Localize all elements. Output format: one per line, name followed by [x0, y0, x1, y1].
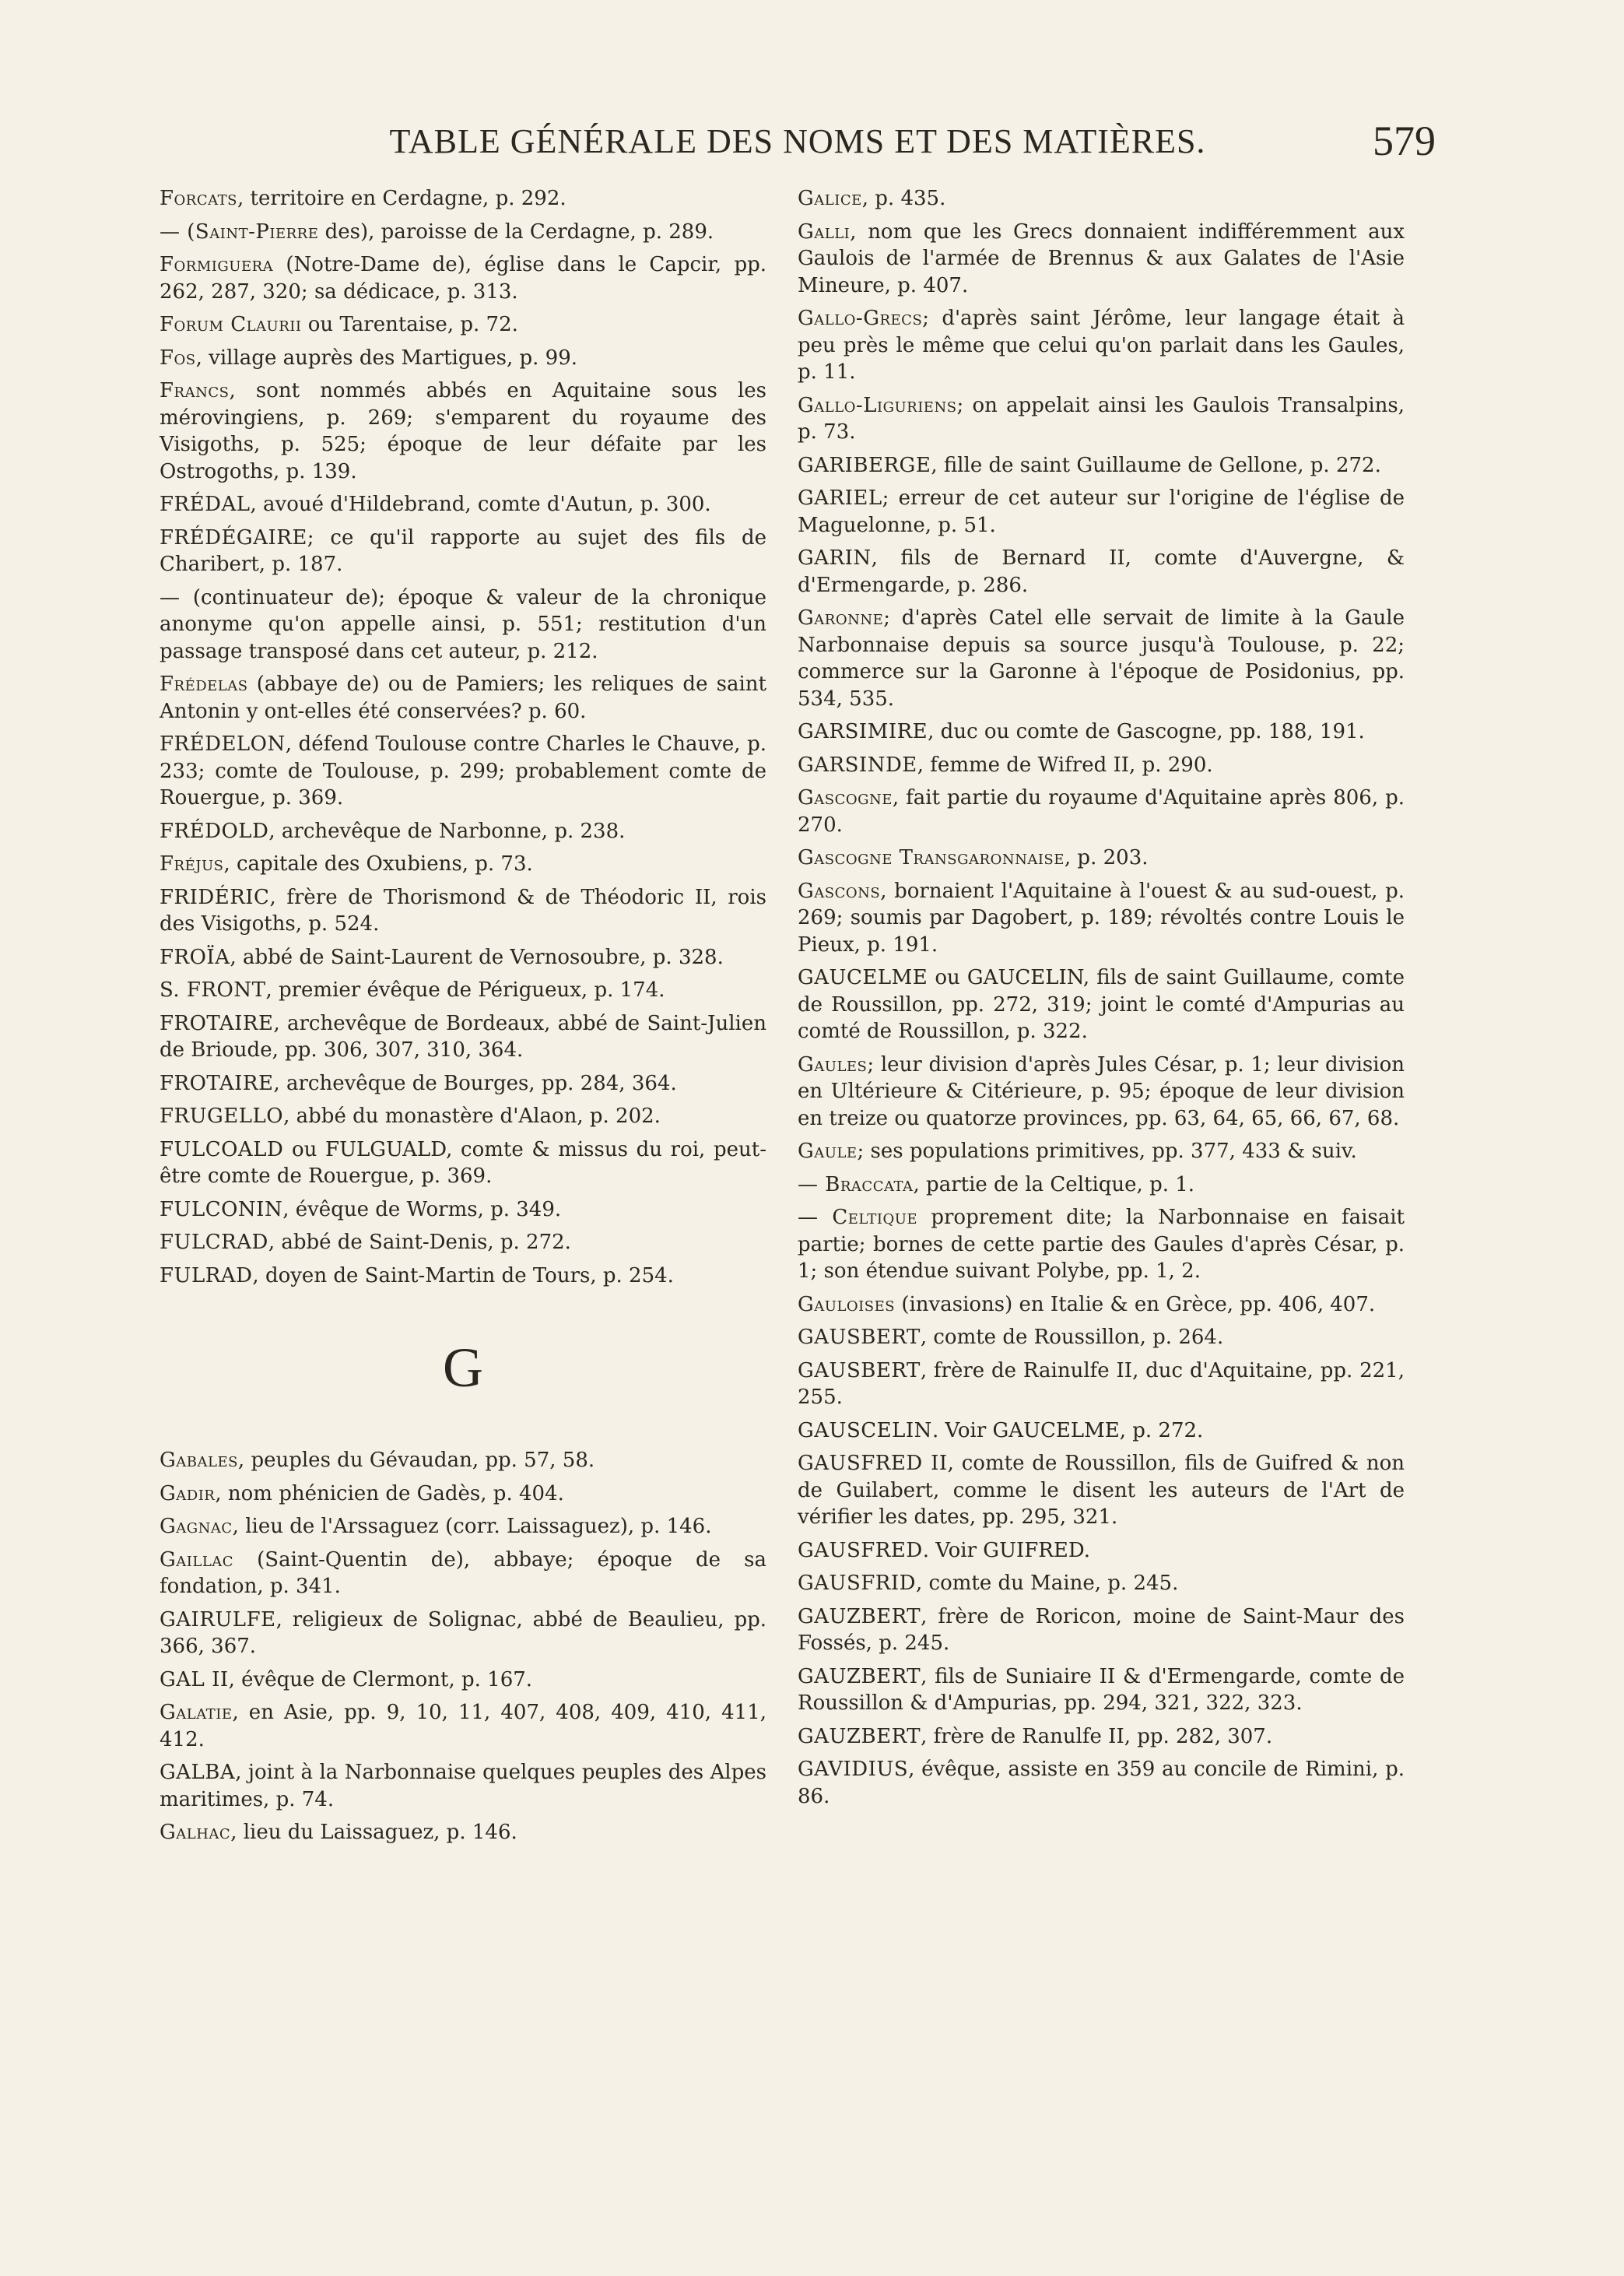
- entry-text: ou GAUCELIN, fils de saint Guillaume, comte de Roussillon, pp. 272, 319; joint le comté d'Ampurias au comté de Roussillon, p. 322.: [798, 966, 1405, 1043]
- index-entry: [160, 1480, 766, 1508]
- entry-text: , en Asie, pp. 9, 10, 11, 407, 408, 409, 410, 411, 412.: [160, 1701, 766, 1751]
- entry-text: ; d'après saint Jérôme, leur langage était à peu près le même que celui qu'on parlait dans les Gaules, p. 11.: [798, 307, 1405, 384]
- entry-text: , bornaient l'Aquitaine à l'ouest & au sud-ouest, p. 269; soumis par Dagobert, p. 189; révoltés contre Louis le Pieux, p. 191.: [798, 879, 1405, 957]
- entry-heading: FROTAIRE: [160, 1011, 274, 1035]
- entry-text: , nom phénicien de Gadès, p. 404.: [215, 1481, 564, 1505]
- entry-heading: GAUZBERT: [798, 1604, 921, 1628]
- entry-text: ; leur division d'après Jules César, p. 1; leur division en Ultérieure & Citérieure, p. 95; époque de leur division en treize ou quatorze provinces, pp. 63, 64, 65, 66, 67, 68.: [798, 1052, 1405, 1130]
- index-entry: [160, 1136, 766, 1190]
- index-entry: [160, 1699, 766, 1753]
- entry-heading: Fos: [160, 346, 196, 370]
- entry-heading: Gallo-Grecs: [798, 307, 923, 330]
- index-entry: [160, 345, 766, 372]
- index-entry: [160, 1819, 766, 1846]
- index-entry: [798, 1537, 1405, 1565]
- index-entry: [798, 1171, 1405, 1199]
- entry-text: (Saint-Quentin de), abbaye; époque de sa fondation, p. 341.: [160, 1547, 766, 1598]
- entry-text: , religieux de Solignac, abbé de Beaulieu, pp. 366, 367.: [160, 1607, 766, 1658]
- entry-heading: GAUCELME: [798, 966, 928, 989]
- index-entry: [798, 185, 1405, 212]
- index-entry: [160, 1196, 766, 1224]
- index-entry: [798, 878, 1405, 959]
- entry-text: , fait partie du royaume d'Aquitaine après 806, p. 270.: [798, 786, 1405, 837]
- entry-text: , abbé de Saint-Laurent de Vernosoubre, p. 328.: [230, 945, 724, 969]
- index-entry: [160, 1229, 766, 1256]
- entry-heading: GAUSCELIN: [798, 1418, 932, 1442]
- index-entry: [160, 1010, 766, 1064]
- index-entry: [798, 1291, 1405, 1319]
- entry-text: , évêque, assiste en 359 au concile de Rimini, p. 86.: [798, 1758, 1405, 1808]
- entry-text: , frère de Ranulfe II, pp. 282, 307.: [921, 1724, 1273, 1748]
- entry-text: , duc ou comte de Gascogne, pp. 188, 191.: [928, 720, 1365, 743]
- index-entry: [798, 452, 1405, 479]
- index-entry: [160, 311, 766, 339]
- entry-heading: FRIDÉRIC: [160, 885, 270, 909]
- entry-text: , peuples du Gévaudan, pp. 57, 58.: [237, 1449, 595, 1472]
- entry-text: ; d'après Catel elle servait de limite à la Gaule Narbonnaise depuis sa source jusqu'à Toulouse, p. 22; commerce sur la Garonne à l'époque de Posidonius, pp. 534, 535.: [798, 606, 1405, 711]
- entry-text: , nom que les Grecs donnaient indifféremment aux Gaulois de l'armée de Brennus & aux Galates de l'Asie Mineure, p. 407.: [798, 220, 1405, 297]
- entry-heading: GAUZBERT: [798, 1724, 921, 1748]
- index-entry: [160, 1667, 766, 1694]
- entry-text: , frère de Roricon, moine de Saint-Maur des Fossés, p. 245.: [798, 1604, 1405, 1655]
- entry-heading: FRÉDOLD: [160, 819, 269, 843]
- entry-heading: Gascogne: [798, 786, 893, 810]
- entry-text: , archevêque de Bourges, pp. 284, 364.: [273, 1071, 677, 1095]
- entry-text: , p. 435.: [861, 187, 946, 210]
- entry-heading: Gallo-Liguriens: [798, 393, 957, 417]
- entry-heading: FULCONIN: [160, 1197, 283, 1221]
- entry-text: , capitale des Oxubiens, p. 73.: [223, 852, 533, 876]
- entry-text: ; ce qu'il rapporte au sujet des fils de Charibert, p. 187.: [160, 525, 766, 576]
- entry-heading: Galatie: [160, 1701, 233, 1724]
- entry-heading: GAUSFRED II: [798, 1452, 948, 1475]
- index-entry: [160, 851, 766, 878]
- entry-heading: FULRAD: [160, 1263, 253, 1287]
- entry-heading: Gagnac: [160, 1515, 233, 1538]
- entry-heading: Francs: [160, 379, 230, 402]
- entry-text: , fils de Bernard II, comte d'Auvergne, & d'Ermengarde, p. 286.: [798, 546, 1405, 597]
- index-entry: [798, 1570, 1405, 1597]
- entry-heading: GAUSFRID: [798, 1572, 917, 1595]
- entry-text: proprement dite; la Narbonnaise en faisait partie; bornes de cette partie des Gaules d'après César, p. 1; son étendue suivant Polybe, pp. 1, 2.: [798, 1206, 1405, 1283]
- left-entries-f: [160, 185, 766, 1289]
- entry-heading: Gaules: [798, 1052, 868, 1077]
- index-entry: [160, 977, 766, 1004]
- index-entry: [798, 718, 1405, 746]
- index-entry: [798, 219, 1405, 300]
- entry-text: des), paroisse de la Cerdagne, p. 289.: [318, 220, 714, 244]
- entry-text: , abbé du monastère d'Alaon, p. 202.: [283, 1105, 661, 1128]
- entry-heading: GAUSBERT: [798, 1326, 921, 1349]
- entry-heading: FULCRAD: [160, 1231, 268, 1254]
- entry-text: , fils de Suniaire II & d'Ermengarde, comte de Roussillon & d'Ampurias, pp. 294, 321, 322, 323.: [798, 1664, 1405, 1715]
- entry-text: , territoire en Cerdagne, p. 292.: [237, 187, 566, 210]
- entry-text: , sont nommés abbés en Aquitaine sous les mérovingiens, p. 269; s'emparent du royaume des Visigoths, p. 525; époque de leur défaite par les Ostrogoths, p. 139.: [160, 379, 766, 483]
- entry-heading: FROÏA: [160, 945, 230, 969]
- index-entry: [798, 1417, 1405, 1445]
- entry-heading: Galice: [798, 187, 862, 210]
- right-column: [798, 185, 1405, 1816]
- entry-heading: — Celtique: [798, 1206, 918, 1229]
- entry-heading: GARSINDE: [798, 753, 917, 777]
- entry-heading: FRÉDELON: [160, 732, 286, 756]
- index-entry: [160, 185, 766, 212]
- index-entry: [798, 605, 1405, 712]
- index-entry: [798, 752, 1405, 779]
- entry-heading: GAUZBERT: [798, 1664, 921, 1688]
- entry-text: , fille de saint Guillaume de Gellone, p. 272.: [931, 453, 1381, 477]
- entry-heading: Frédelas: [160, 673, 248, 696]
- entry-heading: FRUGELLO: [160, 1105, 284, 1128]
- index-entry: [160, 219, 766, 246]
- entry-heading: Gabales: [160, 1449, 238, 1472]
- entry-text: , avoué d'Hildebrand, comte d'Autun, p. 300.: [250, 493, 711, 516]
- index-entry: [160, 1607, 766, 1660]
- entry-text: (abbaye de) ou de Pamiers; les reliques de saint Antonin y ont-elles été conservées? p. 60.: [160, 673, 766, 723]
- entry-heading: GAUSFRED: [798, 1538, 923, 1562]
- entry-heading: GARIBERGE: [798, 453, 931, 477]
- index-entry: [160, 1263, 766, 1290]
- entry-heading: Garonne: [798, 606, 884, 630]
- entry-heading: — Braccata: [798, 1172, 914, 1196]
- entry-text: , archevêque de Bordeaux, abbé de Saint-Julien de Brioude, pp. 306, 307, 310, 364.: [160, 1011, 766, 1062]
- entry-heading: GARSIMIRE: [798, 720, 928, 743]
- entry-heading: Gaillac: [160, 1547, 234, 1572]
- entry-heading: FULCOALD: [160, 1137, 284, 1161]
- entry-heading: GAL II: [160, 1667, 229, 1691]
- entry-heading: GAIRULFE: [160, 1607, 276, 1631]
- entry-heading: Gaule: [798, 1140, 858, 1163]
- entry-heading: Formiguera: [160, 253, 274, 276]
- entry-heading: Gascogne Transgaronnaise: [798, 846, 1065, 869]
- entry-text: , abbé de Saint-Denis, p. 272.: [268, 1231, 571, 1254]
- index-entry: [798, 485, 1405, 539]
- entry-heading: GAVIDIUS: [798, 1758, 909, 1781]
- index-entry: [798, 392, 1405, 446]
- index-entry: [160, 378, 766, 485]
- index-entry: [798, 1663, 1405, 1717]
- entry-heading: FRÉDÉGAIRE: [160, 525, 307, 550]
- entry-text: , village auprès des Martigues, p. 99.: [195, 346, 578, 370]
- entry-text: , lieu du Laissaguez, p. 146.: [230, 1821, 517, 1844]
- entry-text: , frère de Rainulfe II, duc d'Aquitaine, pp. 221, 255.: [798, 1358, 1405, 1409]
- entry-text: , femme de Wifred II, p. 290.: [917, 753, 1213, 777]
- entry-text: , évêque de Worms, p. 349.: [282, 1197, 562, 1221]
- entry-text: (Notre-Dame de), église dans le Capcir, pp. 262, 287, 320; sa dédicace, p. 313.: [160, 253, 766, 304]
- section-letter: G: [443, 1336, 483, 1399]
- entry-heading: GALBA: [160, 1761, 236, 1784]
- index-entry: [160, 585, 766, 666]
- page-number: 579: [1373, 118, 1436, 164]
- entry-text: , évêque de Clermont, p. 167.: [228, 1667, 533, 1691]
- index-entry: [798, 845, 1405, 872]
- index-entry: [798, 1756, 1405, 1810]
- entry-heading: Galhac: [160, 1821, 231, 1844]
- entry-text: , comte du Maine, p. 245.: [916, 1572, 1179, 1595]
- left-entries-g: [160, 1447, 766, 1846]
- entry-text: ; erreur de cet auteur sur l'origine de l'église de Maguelonne, p. 51.: [798, 486, 1405, 537]
- index-entry: [160, 1513, 766, 1540]
- entry-heading: Forum Claurii: [160, 313, 302, 336]
- index-entry: [160, 1447, 766, 1474]
- index-entry: [798, 305, 1405, 386]
- entry-heading: —: [160, 585, 181, 609]
- entry-heading: FROTAIRE: [160, 1071, 274, 1095]
- index-entry: [798, 1603, 1405, 1657]
- index-entry: [160, 1759, 766, 1813]
- index-entry: [160, 1547, 766, 1600]
- page-title: TABLE GÉNÉRALE DES NOMS ET DES MATIÈRES.: [389, 122, 1206, 160]
- index-entry: [160, 1103, 766, 1130]
- entry-text: , joint à la Narbonnaise quelques peuples des Alpes maritimes, p. 74.: [160, 1761, 766, 1811]
- entry-heading: — (Saint-Pierre: [160, 220, 319, 244]
- entry-text: , défend Toulouse contre Charles le Chauve, p. 233; comte de Toulouse, p. 299; probablement comte de Rouergue, p. 369.: [160, 732, 766, 810]
- entry-text: , archevêque de Narbonne, p. 238.: [268, 819, 626, 843]
- entry-heading: GARIN: [798, 546, 872, 570]
- index-entry: [160, 671, 766, 725]
- entry-text: (invasions) en Italie & en Grèce, pp. 406, 407.: [895, 1292, 1376, 1316]
- entry-text: , premier évêque de Périgueux, p. 174.: [265, 978, 665, 1002]
- page-header: [160, 117, 1436, 171]
- index-entry: [798, 1138, 1405, 1165]
- entry-heading: Forcats: [160, 187, 237, 210]
- entry-text: (continuateur de); époque & valeur de la chronique anonyme qu'on appelle ainsi, p. 551; restitution d'un passage transposé dans cet auteur, p. 212.: [160, 585, 766, 663]
- entry-heading: GARIEL: [798, 486, 882, 510]
- entry-text: , frère de Thorismond & de Théodoric II, rois des Visigoths, p. 524.: [160, 885, 766, 936]
- entry-text: ou FULGUALD, comte & missus du roi, peut-être comte de Rouergue, p. 369.: [160, 1137, 766, 1188]
- entry-text: . Voir GAUCELME, p. 272.: [931, 1418, 1204, 1442]
- entry-heading: Fréjus: [160, 852, 224, 876]
- entry-heading: Gauloises: [798, 1292, 896, 1316]
- index-entry: [798, 1450, 1405, 1531]
- index-entry: [798, 1324, 1405, 1351]
- entry-text: , comte de Roussillon, p. 264.: [920, 1326, 1224, 1349]
- index-entry: [160, 818, 766, 845]
- entry-text: . Voir GUIFRED.: [922, 1538, 1091, 1562]
- index-entry: [160, 944, 766, 971]
- entry-text: , lieu de l'Arssaguez (corr. Laissaguez), p. 146.: [232, 1515, 712, 1538]
- index-entry: [160, 884, 766, 938]
- index-entry: [160, 251, 766, 305]
- entry-heading: Gascons: [798, 879, 881, 903]
- right-entries: [798, 185, 1405, 1810]
- entry-text: , partie de la Celtique, p. 1.: [913, 1172, 1195, 1196]
- entry-text: ; ses populations primitives, pp. 377, 433 & suiv.: [857, 1140, 1357, 1163]
- entry-text: ; on appelait ainsi les Gaulois Transalpins, p. 73.: [798, 393, 1405, 444]
- entry-text: ou Tarentaise, p. 72.: [301, 313, 518, 336]
- entry-text: , doyen de Saint-Martin de Tours, p. 254.: [252, 1263, 674, 1287]
- entry-heading: FRÉDAL: [160, 493, 251, 516]
- index-entry: [798, 785, 1405, 838]
- left-column: [160, 185, 766, 1853]
- index-entry: [798, 545, 1405, 599]
- index-entry: [160, 1070, 766, 1098]
- index-entry: [798, 1723, 1405, 1751]
- index-entry: [798, 1358, 1405, 1411]
- entry-heading: S. FRONT: [160, 978, 266, 1002]
- index-entry: [160, 491, 766, 518]
- index-entry: [798, 1204, 1405, 1285]
- entry-heading: Gadir: [160, 1481, 216, 1505]
- entry-heading: Galli: [798, 220, 851, 244]
- index-entry: [798, 964, 1405, 1045]
- index-entry: [798, 1052, 1405, 1133]
- index-entry: [160, 525, 766, 578]
- index-entry: [160, 731, 766, 812]
- entry-text: , comte de Roussillon, fils de Guifred & non de Guilabert, comme le disent les auteurs de l'Art de vérifier les dates, pp. 295, 321.: [798, 1452, 1405, 1529]
- entry-heading: GAUSBERT: [798, 1358, 921, 1382]
- entry-text: , p. 203.: [1064, 846, 1149, 869]
